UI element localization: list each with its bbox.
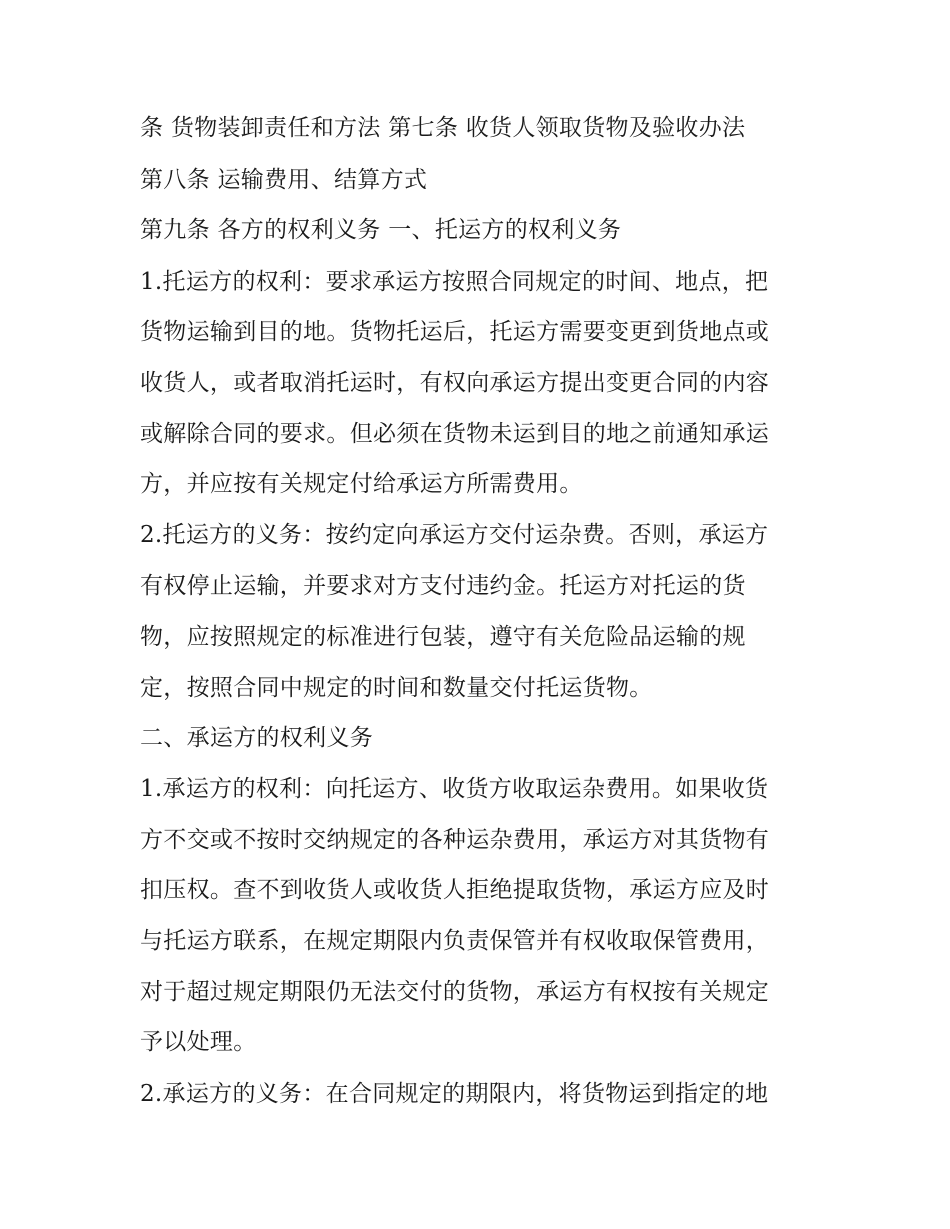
text-line: 有权停止运输，并要求对方支付违约金。托运方对托运的货 bbox=[140, 573, 746, 599]
text-line: 2.承运方的义务：在合同规定的期限内，将货物运到指定的地 bbox=[140, 1081, 769, 1107]
text-line: 第九条 各方的权利义务 一、托运方的权利义务 bbox=[140, 217, 622, 243]
text-line: 或解除合同的要求。但必须在货物未运到目的地之前通知承运 bbox=[140, 421, 770, 447]
text-line: 货物运输到目的地。货物托运后，托运方需要变更到货地点或 bbox=[140, 319, 770, 345]
text-line: 扣压权。查不到收货人或收货人拒绝提取货物，承运方应及时 bbox=[140, 877, 770, 903]
text-line: 方不交或不按时交纳规定的各种运杂费用，承运方对其货物有 bbox=[140, 827, 770, 853]
text-line: 定，按照合同中规定的时间和数量交付托运货物。 bbox=[140, 675, 653, 701]
text-line: 物，应按照规定的标准进行包装，遵守有关危险品运输的规 bbox=[140, 624, 746, 650]
section-heading: 二、承运方的权利义务 bbox=[140, 725, 373, 751]
text-line: 收货人，或者取消托运时，有权向承运方提出变更合同的内容 bbox=[140, 370, 770, 396]
text-line: 对于超过规定期限仍无法交付的货物，承运方有权按有关规定 bbox=[140, 979, 770, 1005]
text-line: 条 货物装卸责任和方法 第七条 收货人领取货物及验收办法 bbox=[140, 115, 746, 141]
text-line: 与托运方联系，在规定期限内负责保管并有权收取保管费用， bbox=[140, 928, 770, 954]
text-line: 1.托运方的权利：要求承运方按照合同规定的时间、地点，把 bbox=[140, 269, 769, 295]
text-line: 第八条 运输费用、结算方式 bbox=[140, 167, 428, 193]
text-line: 方，并应按有关规定付给承运方所需费用。 bbox=[140, 471, 583, 497]
text-line: 2.托运方的义务：按约定向承运方交付运杂费。否则，承运方 bbox=[140, 522, 769, 548]
text-line: 1.承运方的权利：向托运方、收货方收取运杂费用。如果收货 bbox=[140, 776, 769, 802]
text-line: 予以处理。 bbox=[140, 1029, 257, 1055]
